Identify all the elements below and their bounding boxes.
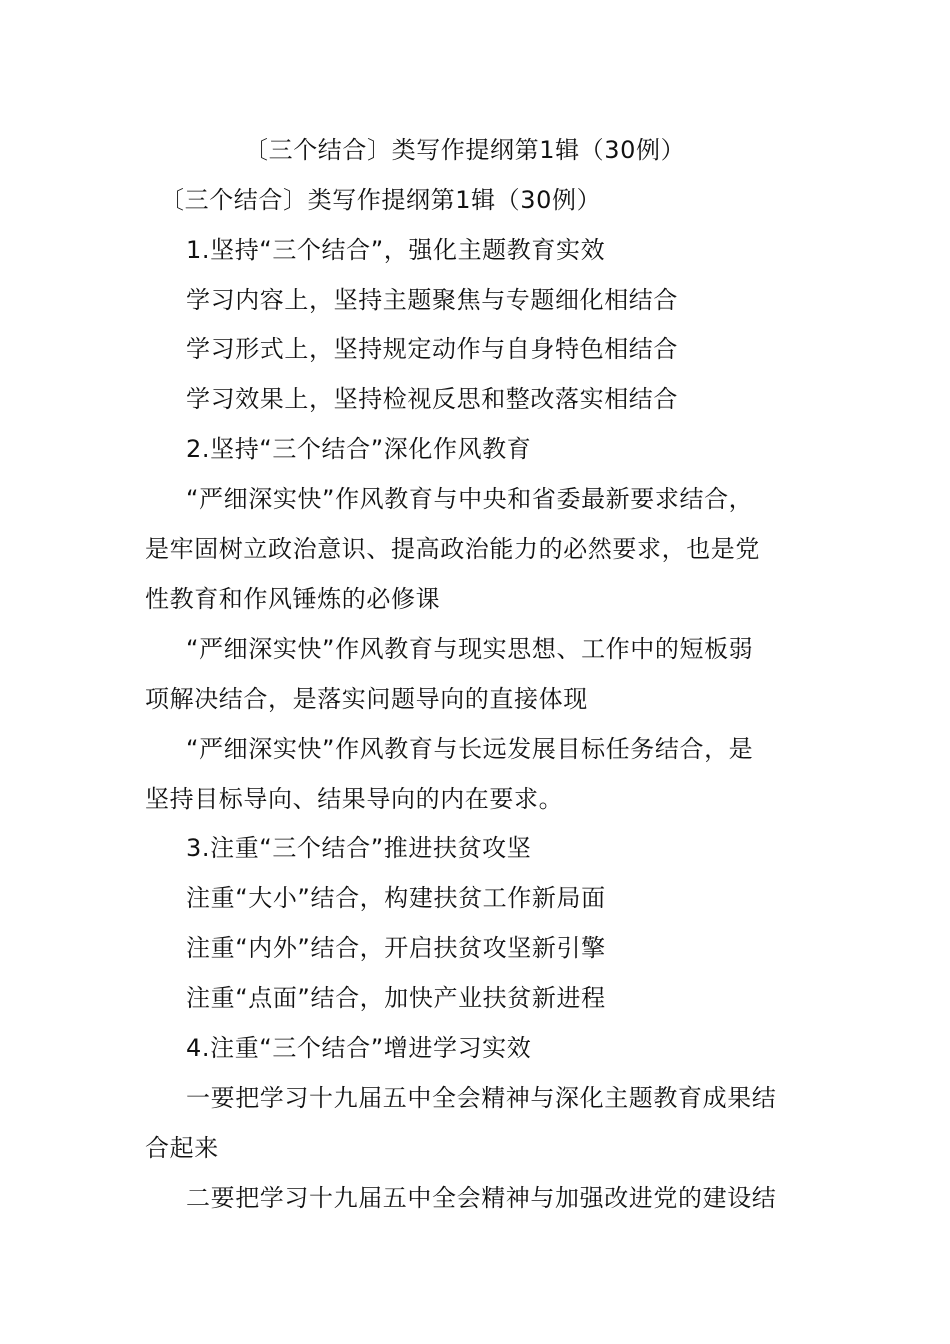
paragraph-line: 坚持目标导向、结果导向的内在要求。	[145, 785, 564, 813]
section-heading-3: 3.注重“三个结合”推进扶贫攻坚	[186, 834, 532, 862]
document-title: 〔三个结合〕类写作提纲第1辑（30例）	[244, 136, 686, 164]
paragraph-line: 注重“内外”结合，开启扶贫攻坚新引擎	[186, 934, 606, 962]
paragraph-line: 注重“点面”结合，加快产业扶贫新进程	[186, 984, 606, 1012]
paragraph-line: 项解决结合，是落实问题导向的直接体现	[145, 685, 588, 713]
paragraph-line: 学习效果上，坚持检视反思和整改落实相结合	[186, 385, 678, 413]
paragraph-line: 合起来	[145, 1134, 219, 1162]
paragraph-line: 学习形式上，坚持规定动作与自身特色相结合	[186, 335, 678, 363]
document-subtitle: 〔三个结合〕类写作提纲第1辑（30例）	[160, 186, 602, 214]
section-heading-4: 4.注重“三个结合”增进学习实效	[186, 1034, 532, 1062]
section-heading-1: 1.坚持“三个结合”，强化主题教育实效	[186, 236, 606, 264]
paragraph-line: 是牢固树立政治意识、提高政治能力的必然要求，也是党	[145, 535, 760, 563]
paragraph-line: 性教育和作风锤炼的必修课	[145, 585, 441, 613]
paragraph-line: “严细深实快”作风教育与现实思想、工作中的短板弱	[186, 635, 754, 663]
paragraph-line: “严细深实快”作风教育与中央和省委最新要求结合，	[186, 485, 754, 513]
paragraph-line: 一要把学习十九届五中全会精神与深化主题教育成果结	[186, 1084, 777, 1112]
paragraph-line: 注重“大小”结合，构建扶贫工作新局面	[186, 884, 606, 912]
section-heading-2: 2.坚持“三个结合”深化作风教育	[186, 435, 532, 463]
paragraph-line: 二要把学习十九届五中全会精神与加强改进党的建设结	[186, 1184, 777, 1212]
paragraph-line: 学习内容上，坚持主题聚焦与专题细化相结合	[186, 286, 678, 314]
paragraph-line: “严细深实快”作风教育与长远发展目标任务结合，是	[186, 735, 754, 763]
